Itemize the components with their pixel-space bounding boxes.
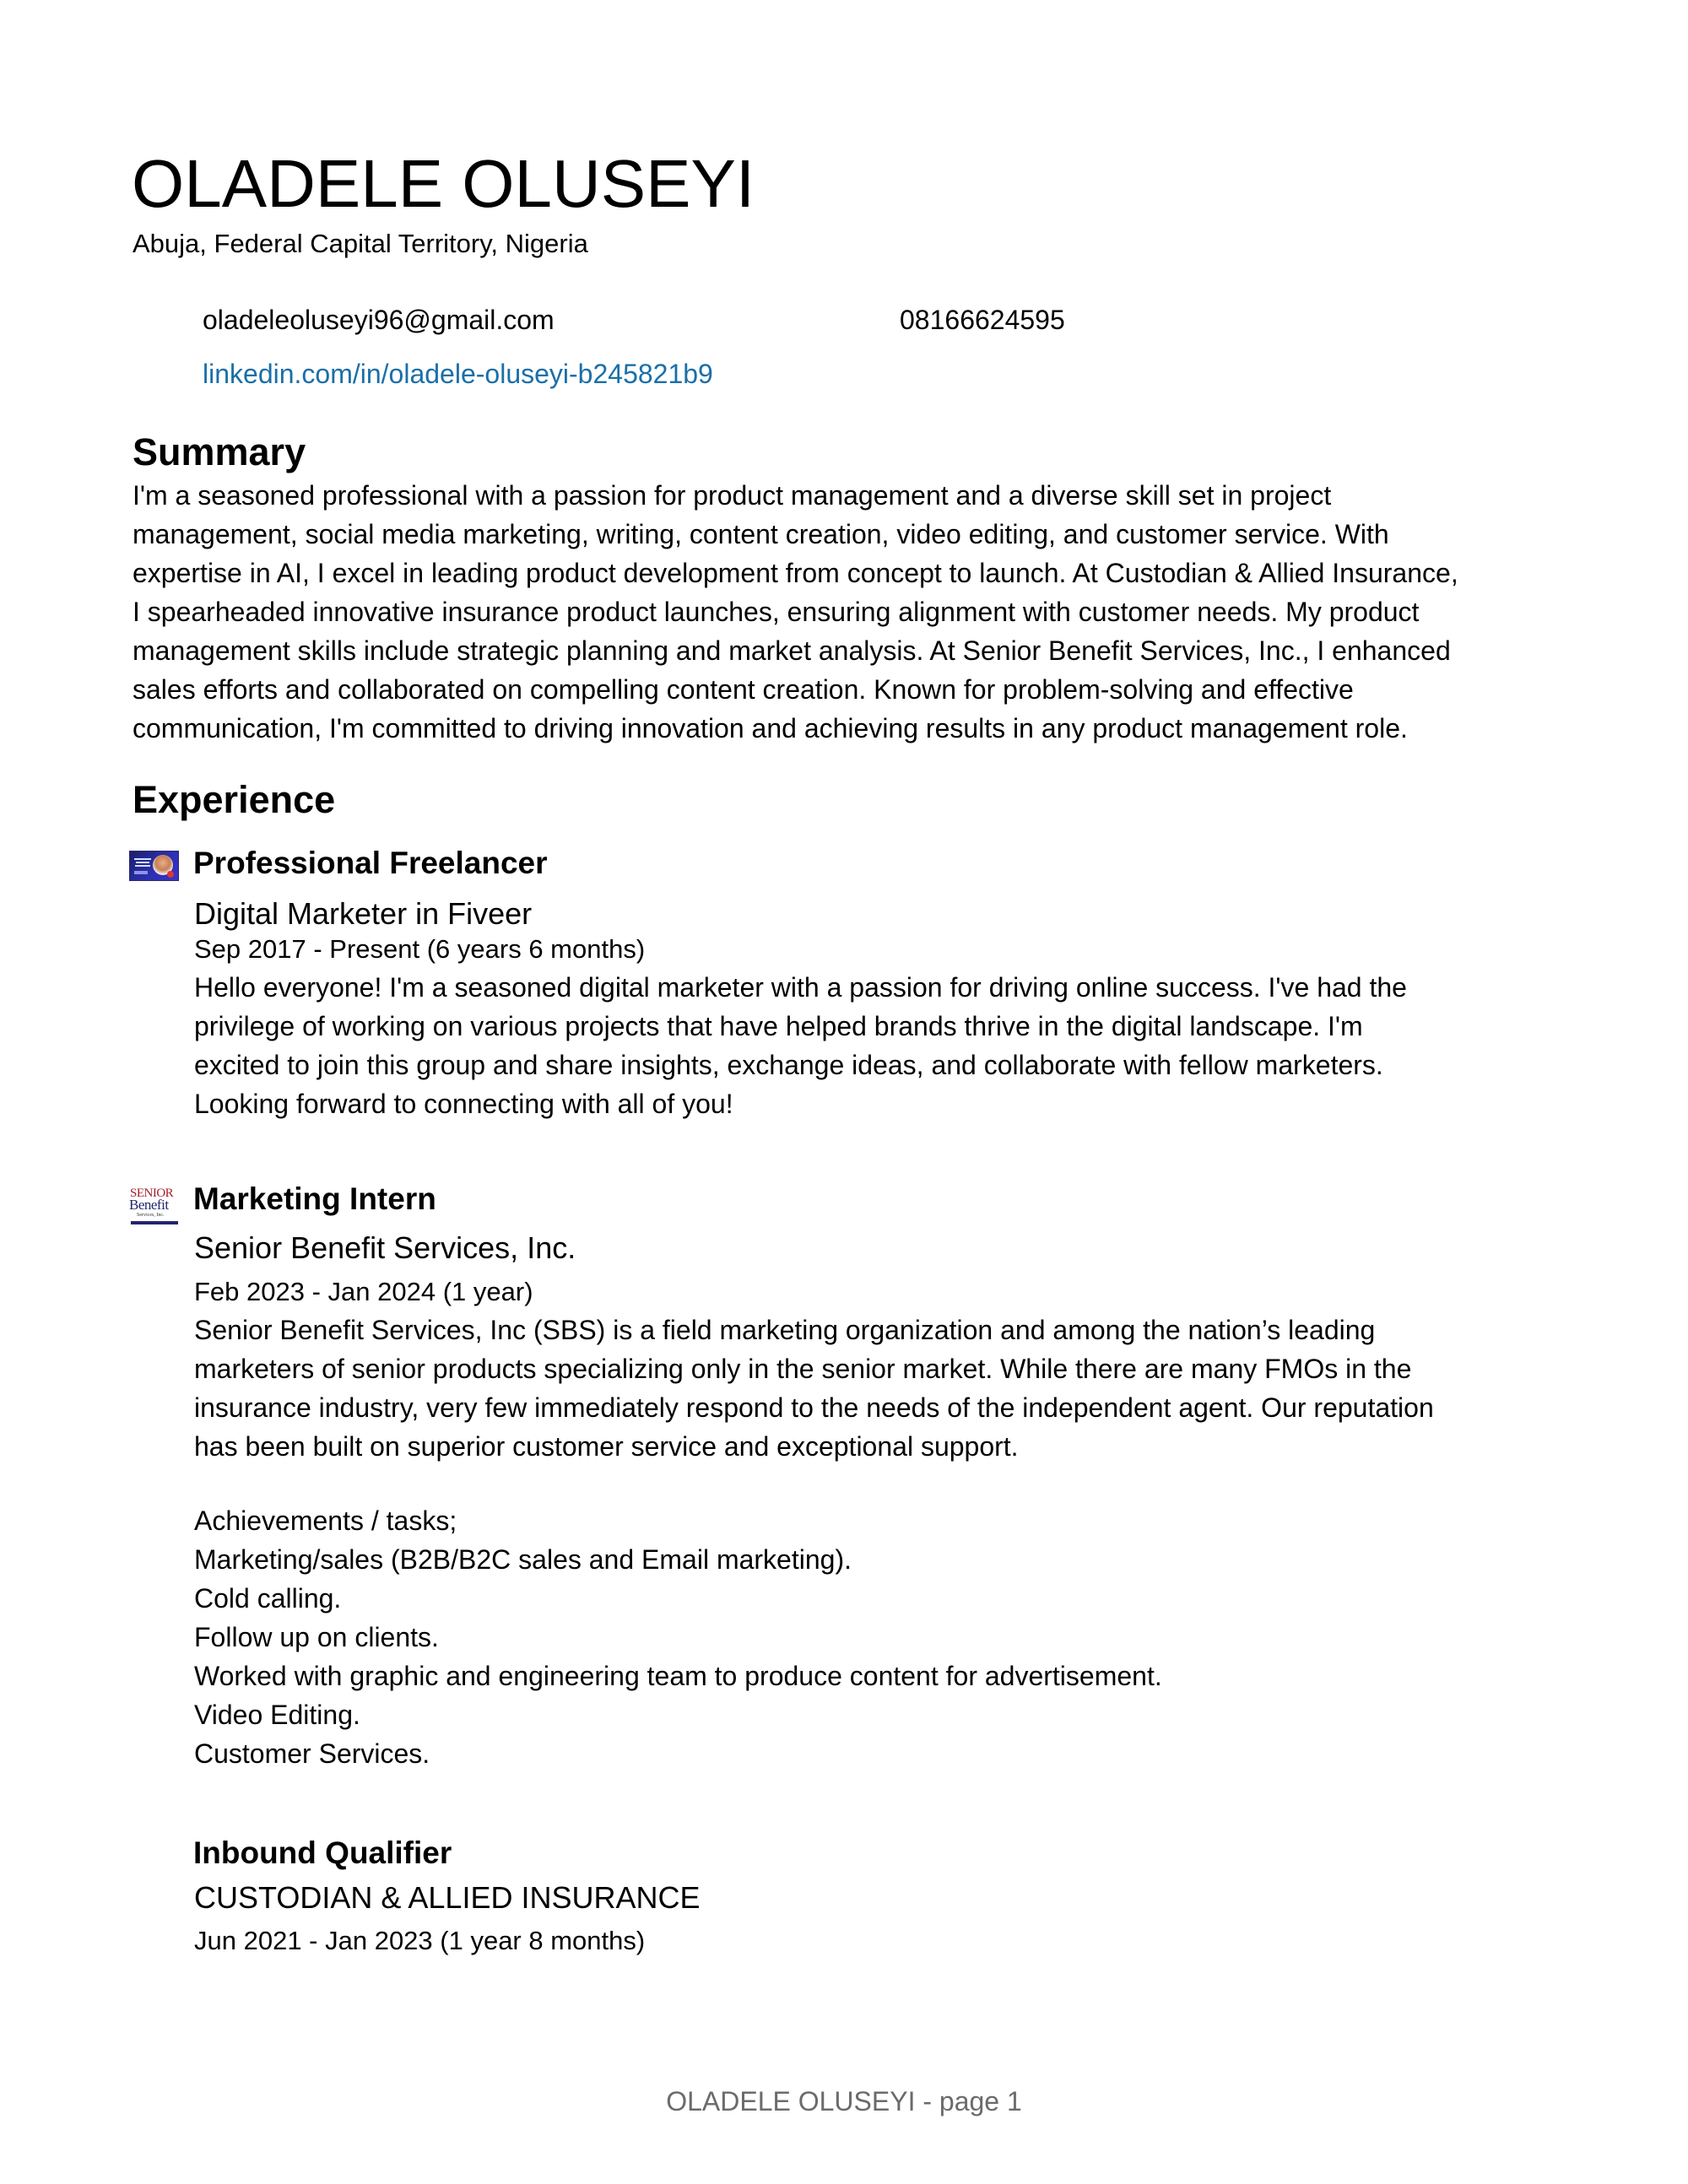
company-name: CUSTODIAN & ALLIED INSURANCE: [194, 1880, 701, 1915]
job-title: Marketing Intern: [193, 1181, 436, 1216]
summary-line: communication, I'm committed to driving innovation and achieving results in any product management role.: [133, 713, 1408, 743]
achievement-item: Marketing/sales (B2B/B2C sales and Email marketing).: [194, 1544, 852, 1575]
achievement-item: Customer Services.: [194, 1738, 430, 1769]
company-name: Senior Benefit Services, Inc.: [194, 1230, 576, 1265]
experience-heading: Experience: [133, 778, 336, 821]
achievement-item: Video Editing.: [194, 1700, 360, 1730]
company-name: Digital Marketer in Fiveer: [194, 896, 533, 931]
job-description-line: privilege of working on various projects that have helped brands thrive in the digital landscape. I'm: [194, 1011, 1363, 1041]
logo-text-senior: SENIOR: [130, 1187, 174, 1200]
achievement-item: Follow up on clients.: [194, 1622, 439, 1652]
summary-line: I spearheaded innovative insurance product launches, ensuring alignment with customer needs. My product: [133, 597, 1420, 627]
job-description-line: marketers of senior products specializing only in the senior market. While there are many FMOs in the: [194, 1354, 1412, 1384]
achievements-label: Achievements / tasks;: [194, 1506, 457, 1536]
logo-bar: [131, 1221, 178, 1224]
job-dates: Feb 2023 - Jan 2024 (1 year): [194, 1277, 533, 1306]
summary-heading: Summary: [133, 430, 306, 473]
logo-text-services: Services, Inc.: [137, 1213, 165, 1218]
phone-number[interactable]: 08166624595: [900, 305, 1065, 335]
summary-line: sales efforts and collaborated on compelling content creation. Known for problem-solving and effective: [133, 674, 1354, 705]
job-title: Professional Freelancer: [193, 846, 548, 880]
summary-line: expertise in AI, I excel in leading product development from concept to launch. At Custodian & Allied Insurance,: [133, 558, 1458, 588]
job-description-line: excited to join this group and share insights, exchange ideas, and collaborate with fellow marketers.: [194, 1050, 1383, 1080]
job-title: Inbound Qualifier: [193, 1835, 452, 1870]
logo-text-benefit: Benefit: [129, 1197, 169, 1213]
page-footer: OLADELE OLUSEYI - page 1: [666, 2086, 1022, 2116]
job-dates: Jun 2021 - Jan 2023 (1 year 8 months): [194, 1926, 646, 1955]
company-logo-icon: [129, 1187, 180, 1228]
email-address[interactable]: oladeleoluseyi96@gmail.com: [203, 305, 555, 335]
achievement-item: Cold calling.: [194, 1583, 342, 1614]
job-dates: Sep 2017 - Present (6 years 6 months): [194, 934, 646, 964]
job-description-line: insurance industry, very few immediately respond to the needs of the independent agent. Our reputation: [194, 1392, 1434, 1423]
summary-line: management skills include strategic planning and market analysis. At Senior Benefit Services, Inc., I enhanced: [133, 635, 1451, 666]
location: Abuja, Federal Capital Territory, Nigeria: [133, 229, 588, 258]
company-logo-icon: [129, 851, 179, 881]
job-description-line: Looking forward to connecting with all of you!: [194, 1089, 733, 1119]
job-description-line: has been built on superior customer service and exceptional support.: [194, 1431, 1019, 1462]
candidate-name: OLADELE OLUSEYI: [132, 146, 755, 221]
job-description-line: Hello everyone! I'm a seasoned digital marketer with a passion for driving online success. I've had the: [194, 972, 1407, 1003]
summary-line: I'm a seasoned professional with a passion for product management and a diverse skill set in project: [133, 480, 1332, 511]
linkedin-link[interactable]: linkedin.com/in/oladele-oluseyi-b245821b9: [203, 359, 713, 389]
summary-line: management, social media marketing, writing, content creation, video editing, and customer service. With: [133, 519, 1389, 549]
job-description-line: Senior Benefit Services, Inc (SBS) is a field marketing organization and among the nation’s leading: [194, 1315, 1376, 1345]
achievement-item: Worked with graphic and engineering team to produce content for advertisement.: [194, 1661, 1162, 1691]
